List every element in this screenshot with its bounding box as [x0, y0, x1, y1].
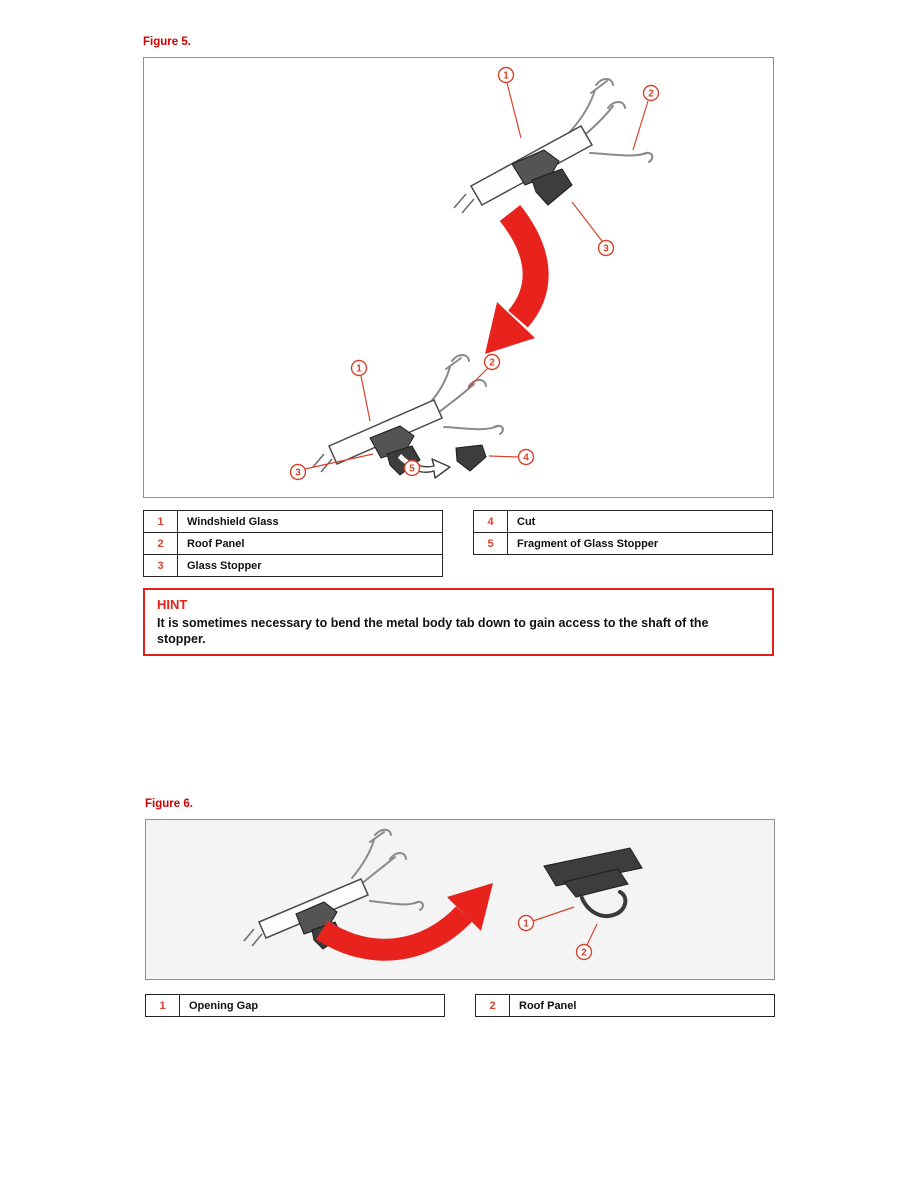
figure5-legend-right: [473, 510, 773, 555]
legend-label: Glass Stopper: [187, 559, 262, 572]
roof-panel-wire-hook: [494, 426, 503, 434]
figure6-illustration: [146, 820, 774, 979]
roof-panel-wire: [444, 426, 498, 429]
legend-label: Roof Panel: [187, 537, 245, 550]
callout-1-number: 1: [523, 918, 529, 930]
roof-panel-wire: [426, 367, 450, 407]
legend-row: [474, 533, 772, 554]
figure5-lower-assembly: [313, 355, 503, 478]
callout-5-number: 5: [409, 463, 415, 475]
legend-label: Cut: [517, 515, 536, 528]
leader-line: [489, 456, 518, 457]
legend-num: 3: [144, 555, 178, 576]
roof-panel-wire-hook: [643, 153, 652, 162]
transition-arrow: [485, 213, 536, 354]
figure6-legend-right: [475, 994, 775, 1017]
callout-1-number: 1: [503, 70, 509, 82]
roof-panel-hook: [582, 892, 625, 916]
legend-row: [146, 995, 444, 1016]
callout-1-number: 1: [356, 363, 362, 375]
hint-title: HINT: [157, 597, 188, 612]
red-arrow-body: [322, 914, 464, 950]
legend-label: Windshield Glass: [187, 515, 279, 528]
legend-num: 1: [146, 995, 180, 1016]
legend-label: Fragment of Glass Stopper: [517, 537, 659, 550]
callout-2-number: 2: [648, 88, 654, 100]
leader-line: [361, 376, 370, 421]
callout-2-number: 2: [489, 357, 495, 369]
legend-num: 2: [476, 995, 510, 1016]
legend-row: [144, 511, 442, 533]
roof-panel-wire: [370, 901, 418, 904]
leader-line: [507, 83, 521, 138]
leader-line: [633, 101, 648, 150]
legend-num: 1: [144, 511, 178, 532]
figure6-label: Figure 6.: [145, 798, 193, 810]
leader-line: [587, 924, 597, 945]
legend-row: [144, 555, 442, 576]
legend-num: 5: [474, 533, 508, 554]
figure5-image: [143, 57, 774, 498]
roof-panel-wire-hook: [608, 102, 625, 108]
figure6-image: [145, 819, 775, 980]
legend-row: [476, 995, 774, 1016]
roof-panel-wire-hook: [415, 902, 423, 910]
leader-line: [572, 202, 602, 241]
red-arrow-body: [510, 213, 536, 319]
glass-break-marks: [244, 929, 262, 946]
roof-panel-wire: [590, 153, 647, 155]
roof-panel-wire: [352, 840, 374, 878]
legend-label: Roof Panel: [519, 999, 577, 1012]
callout-3-number: 3: [603, 243, 609, 255]
figure5-legend-left: [143, 510, 443, 577]
figure5-upper-assembly: [454, 79, 652, 213]
figure6-right-assembly: [544, 848, 642, 916]
legend-row: [474, 511, 772, 533]
legend-num: 4: [474, 511, 508, 532]
hint-box: [143, 588, 774, 656]
callout-3-number: 3: [295, 467, 301, 479]
figure6-legend-left: [145, 994, 445, 1017]
callout-2-number: 2: [581, 947, 587, 959]
figure5-illustration: [144, 58, 773, 497]
figure6-callouts: [519, 907, 598, 960]
legend-label: Opening Gap: [189, 999, 259, 1012]
hint-text: It is sometimes necessary to bend the metal body tab down to gain access to the shaft of the stopper.: [157, 616, 709, 646]
legend-row: [144, 533, 442, 555]
glass-break-marks: [454, 194, 474, 213]
callout-4-number: 4: [523, 452, 529, 464]
leader-line: [533, 907, 574, 921]
glass-stopper-fragment: [456, 445, 486, 471]
legend-num: 2: [144, 533, 178, 554]
figure5-label: Figure 5.: [143, 36, 191, 48]
glass-break-marks: [313, 454, 332, 472]
